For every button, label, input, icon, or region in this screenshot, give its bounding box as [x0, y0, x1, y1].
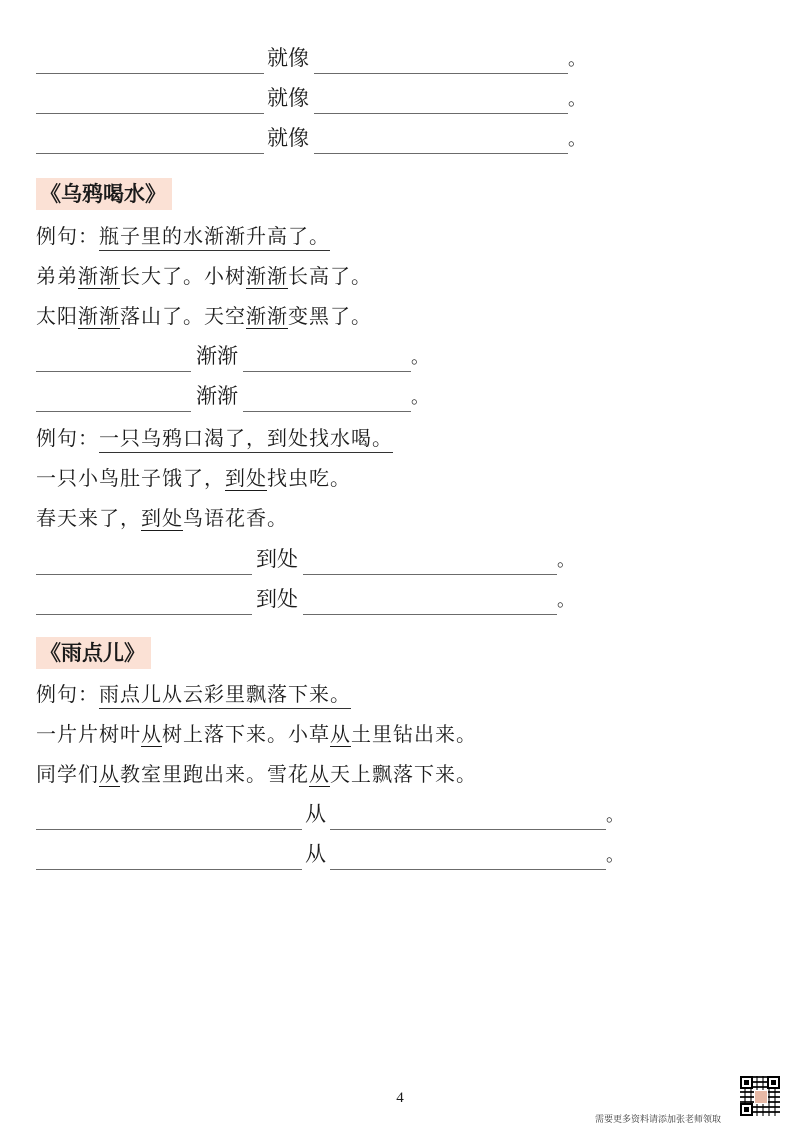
- blank-right[interactable]: [330, 840, 606, 870]
- fill-row-jianjian-1: [0, 342, 800, 372]
- qr-code-icon: [740, 1076, 780, 1116]
- period: 。: [568, 49, 586, 70]
- blank-right[interactable]: [303, 585, 557, 615]
- blank-left[interactable]: [36, 545, 252, 575]
- example-prefix: 例句：: [36, 224, 99, 248]
- period: 。: [411, 387, 429, 408]
- connector-word: 到处: [256, 587, 298, 611]
- blank-left[interactable]: [36, 382, 191, 412]
- key-word: 渐渐: [78, 304, 120, 328]
- text: 找虫吃。: [267, 466, 351, 490]
- text: 弟弟: [36, 264, 78, 288]
- connector-word: 就像: [267, 46, 309, 70]
- key-word: 到处: [141, 506, 183, 530]
- key-word: 渐渐: [246, 264, 288, 288]
- blank-left[interactable]: [36, 44, 264, 74]
- fill-row-jiuxiang-3: [0, 124, 800, 154]
- blank-left[interactable]: [36, 800, 302, 830]
- blank-left[interactable]: [36, 84, 264, 114]
- key-word: 渐渐: [78, 264, 120, 288]
- footer-note: 需要更多资料请添加张老师领取: [595, 1115, 722, 1125]
- section-title-wuya: 《乌鸦喝水》: [36, 178, 172, 210]
- blank-left[interactable]: [36, 840, 302, 870]
- sentence-4: [36, 504, 288, 532]
- example-text: 一只乌鸦口渴了，到处找水喝。: [99, 426, 393, 453]
- fill-row-cong-1: [0, 800, 800, 830]
- blank-right[interactable]: [314, 44, 568, 74]
- example-sentence-1: [36, 222, 330, 250]
- blank-left[interactable]: [36, 585, 252, 615]
- key-word: 到处: [225, 466, 267, 490]
- text: 春天来了，: [36, 506, 141, 530]
- qr-corner: [767, 1076, 780, 1089]
- connector-word: 渐渐: [196, 344, 238, 368]
- example-sentence-3: [36, 680, 351, 708]
- blank-left[interactable]: [36, 342, 191, 372]
- text: 变黑了。: [288, 304, 372, 328]
- example-prefix: 例句：: [36, 682, 99, 706]
- text: 长高了。: [288, 264, 372, 288]
- text: 一片片树叶: [36, 722, 141, 746]
- sentence-2: [36, 302, 372, 330]
- text: 土里钻出来。: [351, 722, 477, 746]
- blank-right[interactable]: [303, 545, 557, 575]
- text: 落山了。天空: [120, 304, 246, 328]
- blank-right[interactable]: [314, 84, 568, 114]
- text: 树上落下来。小草: [162, 722, 330, 746]
- text: 同学们: [36, 762, 99, 786]
- key-word: 从: [141, 722, 162, 746]
- key-word: 从: [99, 762, 120, 786]
- text: 长大了。小树: [120, 264, 246, 288]
- fill-row-daochu-1: [0, 545, 800, 575]
- sentence-3: [36, 464, 351, 492]
- qr-avatar: [754, 1090, 768, 1104]
- text: 鸟语花香。: [183, 506, 288, 530]
- period: 。: [557, 590, 575, 611]
- example-prefix: 例句：: [36, 426, 99, 450]
- blank-right[interactable]: [330, 800, 606, 830]
- blank-right[interactable]: [314, 124, 568, 154]
- blank-right[interactable]: [243, 382, 411, 412]
- connector-word: 就像: [267, 86, 309, 110]
- qr-corner: [740, 1103, 753, 1116]
- text: 天上飘落下来。: [330, 762, 477, 786]
- text: 一只小鸟肚子饿了，: [36, 466, 225, 490]
- text: 教室里跑出来。雪花: [120, 762, 309, 786]
- connector-word: 从: [305, 842, 326, 866]
- sentence-1: [36, 262, 372, 290]
- period: 。: [606, 845, 624, 866]
- connector-word: 从: [305, 802, 326, 826]
- page-number: 4: [396, 1090, 404, 1106]
- connector-word: 到处: [256, 547, 298, 571]
- sentence-5: [36, 720, 477, 748]
- blank-left[interactable]: [36, 124, 264, 154]
- period: 。: [411, 347, 429, 368]
- fill-row-jiuxiang-1: [0, 44, 800, 74]
- connector-word: 渐渐: [196, 384, 238, 408]
- example-sentence-2: [36, 424, 393, 452]
- example-text: 瓶子里的水渐渐升高了。: [99, 224, 330, 251]
- period: 。: [606, 805, 624, 826]
- blank-right[interactable]: [243, 342, 411, 372]
- key-word: 从: [330, 722, 351, 746]
- fill-row-jianjian-2: [0, 382, 800, 412]
- qr-corner: [740, 1076, 753, 1089]
- period: 。: [568, 129, 586, 150]
- fill-row-jiuxiang-2: [0, 84, 800, 114]
- fill-row-cong-2: [0, 840, 800, 870]
- key-word: 从: [309, 762, 330, 786]
- connector-word: 就像: [267, 126, 309, 150]
- period: 。: [568, 89, 586, 110]
- example-text: 雨点儿从云彩里飘落下来。: [99, 682, 351, 709]
- period: 。: [557, 550, 575, 571]
- section-title-yudianer: 《雨点儿》: [36, 637, 151, 669]
- sentence-6: [36, 760, 477, 788]
- fill-row-daochu-2: [0, 585, 800, 615]
- text: 太阳: [36, 304, 78, 328]
- key-word: 渐渐: [246, 304, 288, 328]
